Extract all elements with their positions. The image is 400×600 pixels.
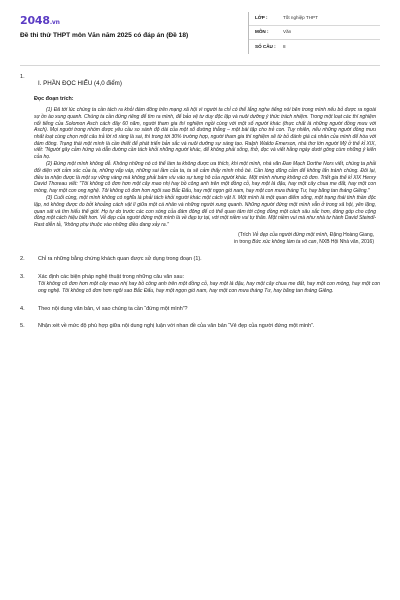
question-4	[20, 306, 380, 314]
logo-main: 2048	[20, 14, 50, 27]
source-prefix: (Trích	[238, 231, 253, 238]
section-title: I. PHẦN ĐỌC HIỂU (4,0 điểm)	[38, 80, 122, 87]
question-text: Xác định các biện pháp nghệ thuật trong những câu văn sau:	[38, 273, 184, 280]
exam-meta-table	[248, 12, 380, 54]
source-line2-suffix: , NXB Hội Nhà văn, 2016)	[316, 238, 374, 245]
meta-key: SỐ CÂU :	[255, 43, 276, 49]
source-author: , Đặng Hoàng Giang,	[327, 231, 374, 238]
passage-paragraph-1: (1) Đã tới lúc chúng ta cần tách ra khỏi đám đông trên mạng xã hội vì người ta chỉ có thể lắng nghe tiếng nói bên trong mình nếu bỏ được ra ngoài sự ồn ào xung quanh. Chúng ta cần đứng riêng để tìm ra mình, để bảo vệ tư duy độc lập và nuôi dưỡng ý thức trách nhiệm. Trong một loạt các thí nghiệm nổi tiếng của Solomon Asch cách đây 60 năm, người tham gia thí nghiệm ngồi cùng với một số người khác (thực chất là những người đồng mưu với Asch). Mọi người trong nhóm được yêu cầu so sánh độ dài của một số đường thẳng – một bài tập cho trẻ con. Tuy nhiên, nếu những người đồng mưu nhất loạt cùng chọn một câu trả lời rõ ràng là sai, thì trong tới 30% trường hợp, người tham gia thí nghiệm sẽ từ bỏ đánh giá cá nhân của mình để hòa với đám đông. Trạng thái một mình là cần thiết để phát triển bản sắc và nuôi dưỡng sự sáng tạo. Ralph Waldo Emerson, nhà thơ lớn người Mỹ ở thế kỉ XIX, viết: "Người gây cảm hứng và dẫn đường cần tách khỏi những người khác, để không phải sống, thở, đọc và viết hằng ngày dưới gông cùm những ý kiến của họ.	[34, 107, 376, 161]
passage-paragraph-2: (2) Đứng một mình không dễ. Không những nó có thể làm ta không được ưa thích, khi một mình, nhà văn Đan Mạch Dorthe Nors viết, chúng ta phải đối diện với cảm xúc của ta, những vấp váp, những sai lầm của ta, ta sẽ cảm thấy mình nhỏ bé. Cần lòng dũng cảm để không lẩn tránh chúng. Đôi lại, điều ta nhận được là một sự vững vàng mà không phải bám víu vào sự tung hô của người khác. Một mình nhưng không cô đơn. Triết gia thế kỉ XIX Henry David Thoreau viết: "Tôi không cô đơn hơn một cây mao nhị hay bồ công anh trên một đồng cỏ, hay một lá đậu, hay một cây chua me đất, hay một con mòng, hay một con ong nghệ. Tôi không cô đơn hơn ngôi sao Bắc Đẩu, hay một ngọn gió nam, hay một con mưa tháng Tư, hay băng tan tháng Giêng."	[34, 161, 376, 195]
source-line-2	[20, 239, 374, 246]
question-2	[20, 256, 380, 264]
question-text: Chỉ ra những bằng chứng khách quan được sử dụng trong đoạn (1).	[38, 256, 202, 263]
question-text: Nhận xét về mức độ phù hợp giữa nội dung nghị luận với nhan đề của văn bản “Vẻ đẹp của người đứng một mình”.	[38, 323, 315, 330]
meta-row-count	[249, 40, 380, 54]
passage-paragraph-3: (3) Cuối cùng, một mình không có nghĩa là phải tách khỏi người khác một cách vật lí. Một mình là một quan điểm sống, một trạng thái tinh thần độc lập, nó không được đo bởi khoảng cách vật lí giữa một cá nhân và những người xung quanh. Những người đứng một mình vẫn ở trong xã hội, yên lặng, quan sát và tìm hiểu thế giới. Họ tự do trước các con sóng của đám đông để có thể quan tâm tới cộng đồng một cách sâu sắc hơn, đóng góp cho cộng đồng một cách hiệu biết hơn. Vẻ đẹp của người đứng một mình là về đẹp tự tại, với một niềm vui tự thân. Một niềm vui mà như nhà tư hành David Steindl-Rast diễn tả, "không phụ thuộc vào những điều đang xảy ra."	[34, 195, 376, 228]
question-5	[20, 323, 380, 331]
meta-key: MÔN :	[255, 29, 269, 35]
source-book: Bức xúc không làm ta vô can	[252, 238, 317, 245]
source-line2-prefix: in trong	[234, 238, 253, 245]
meta-value: Tốt nghiệp THPT	[283, 15, 318, 21]
header	[0, 0, 400, 64]
question-number: 3.	[20, 273, 25, 280]
meta-key: LỚP :	[255, 15, 268, 21]
meta-value: Văn	[283, 29, 292, 35]
question-1	[20, 74, 380, 88]
site-logo[interactable]	[20, 14, 60, 29]
question-number: 2.	[20, 256, 25, 263]
question-quote: Tôi không cô đơn hơn một cây mao nhị hay bồ công anh trên một đồng cỏ, hay một lá đậu, hay một cây chua me đất, hay một con mòng, hay một con ong nghệ. Tôi không cô đơn hơn ngôi sao Bắc Đẩu, hay một ngọn gió nam, hay một con mưa tháng Tư, hay băng tan tháng Giêng.	[38, 281, 380, 295]
question-number: 5.	[20, 323, 25, 330]
exam-title: Đề thi thử THPT môn Văn năm 2025 có đáp án (Đề 18)	[20, 32, 189, 39]
meta-row-subject	[249, 26, 380, 40]
question-number: 4.	[20, 305, 25, 312]
meta-value: 8	[283, 43, 286, 49]
exam-content	[20, 74, 380, 331]
reading-subtitle: Đọc đoạn trích:	[34, 96, 74, 103]
header-divider	[20, 65, 380, 66]
question-number: 1.	[20, 74, 25, 80]
source-title: Vẻ đẹp của người đứng một mình	[252, 231, 328, 238]
question-3	[20, 274, 380, 296]
question-body	[38, 74, 380, 88]
source-line-1	[20, 232, 374, 239]
question-body	[38, 274, 380, 296]
question-body	[38, 306, 380, 314]
question-body	[38, 323, 380, 331]
meta-row-class	[249, 12, 380, 26]
logo-suffix: .vn	[49, 19, 60, 26]
question-text: Theo nội dung văn bản, vì sao chúng ta cần “đứng một mình”?	[38, 305, 188, 312]
passage-source	[20, 232, 374, 247]
question-body	[38, 256, 380, 264]
